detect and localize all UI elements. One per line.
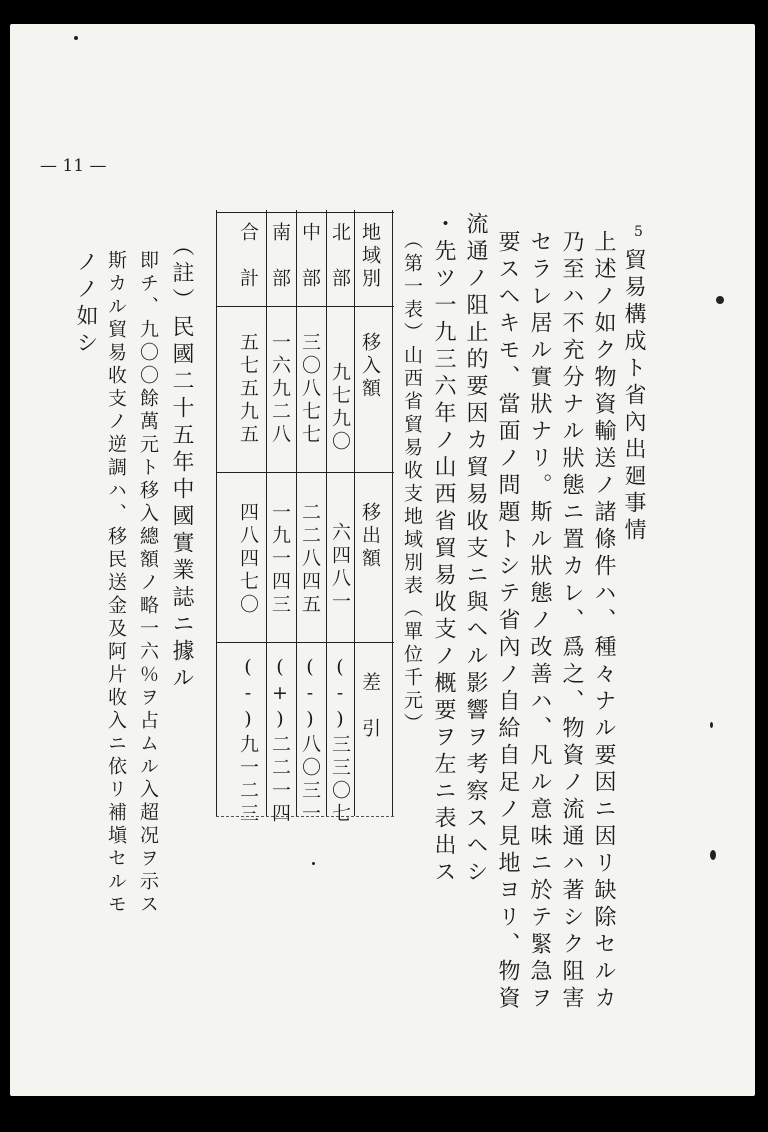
- body-line-5: 流通ノ阻止的要因カ貿易收支ニ與ヘル影響ヲ考察スヘシ: [463, 212, 488, 887]
- body-line-6: ・先ツ一九三六年ノ山西省貿易收支ノ概要ヲ左ニ表出ス: [431, 212, 456, 887]
- row-south-import: 一六九二八: [269, 332, 291, 447]
- row-central-import: 三〇八七七: [299, 332, 321, 447]
- table-divider: [326, 210, 327, 816]
- table-header-rule: [216, 306, 394, 307]
- row-central-export: 二二八四五: [299, 502, 321, 617]
- table-border-left: [216, 210, 217, 816]
- table-rule: [216, 642, 394, 643]
- section-heading: 貿易構成ト省內出廻事情: [621, 248, 646, 545]
- row-north-balance: (-)三三〇七: [329, 656, 351, 826]
- header-import: 移入額: [359, 332, 381, 401]
- table-divider: [354, 210, 355, 816]
- body-line-2: 乃至ハ不充分ナル狀態ニ置カレ、爲之、物資ノ流通ハ著シク阻害: [559, 230, 584, 1013]
- row-central-balance: (-)八〇三一: [299, 656, 321, 826]
- scan-speck: [74, 36, 78, 40]
- scan-speck: [710, 850, 716, 860]
- table-caption: （第一表）山西省貿易收支地域別表（單位千元）: [401, 230, 423, 736]
- header-export: 移出額: [359, 502, 381, 571]
- header-balance: 差 引: [359, 672, 381, 741]
- row-total-export: 四八四七〇: [237, 502, 259, 617]
- table-border-right: [392, 210, 393, 816]
- body-line-4: 要スヘキモ、當面ノ問題トシテ省內ノ自給自足ノ見地ヨリ、物資: [495, 230, 520, 1013]
- document-page: [10, 24, 755, 1096]
- row-north-export: 六四八一: [329, 522, 351, 614]
- scan-speck: [312, 862, 315, 865]
- row-north-import: 九七九〇: [329, 362, 351, 454]
- note-line-3: 斯カル貿易收支ノ逆調ハ、移民送金及阿片收入ニ依リ補塡セルモ: [105, 250, 127, 917]
- table-border-top: [216, 212, 394, 213]
- row-total-balance: (-)九一二三: [237, 656, 259, 826]
- row-north-region: 北 部: [329, 222, 351, 291]
- row-south-export: 一九一四三: [269, 502, 291, 617]
- note-line-2: 即チ、九〇〇餘萬元ト移入總額ノ略一六％ヲ占ムル入超况ヲ示ス: [137, 250, 159, 917]
- body-line-3: セラレ居ル實狀ナリ。斯ル狀態ノ改善ハ、凡ル意味ニ於テ緊急ヲ: [527, 230, 552, 1013]
- row-total-import: 五七五九五: [237, 332, 259, 447]
- table-divider: [266, 210, 267, 816]
- row-south-region: 南 部: [269, 222, 291, 291]
- body-line-1: 上述ノ如ク物資輸送ノ諸條件ハ、種々ナル要因ニ因リ缺除セルカ: [591, 230, 616, 1013]
- row-central-region: 中 部: [299, 222, 321, 291]
- page-number: — 11 —: [40, 156, 107, 176]
- row-total-region: 合 計: [237, 222, 259, 291]
- trade-balance-table: [216, 210, 394, 826]
- scan-speck: [710, 722, 713, 728]
- scan-speck: [716, 296, 724, 304]
- table-rule: [216, 472, 394, 473]
- header-region: 地域別: [359, 222, 381, 291]
- note-line-1: （註）民國二十五年中國實業誌ニ據ル: [169, 234, 194, 693]
- row-south-balance: (+)二二一四: [269, 656, 291, 826]
- note-line-4: ノノ如シ: [73, 250, 98, 358]
- section-number: 5: [634, 224, 643, 240]
- table-divider: [296, 210, 297, 816]
